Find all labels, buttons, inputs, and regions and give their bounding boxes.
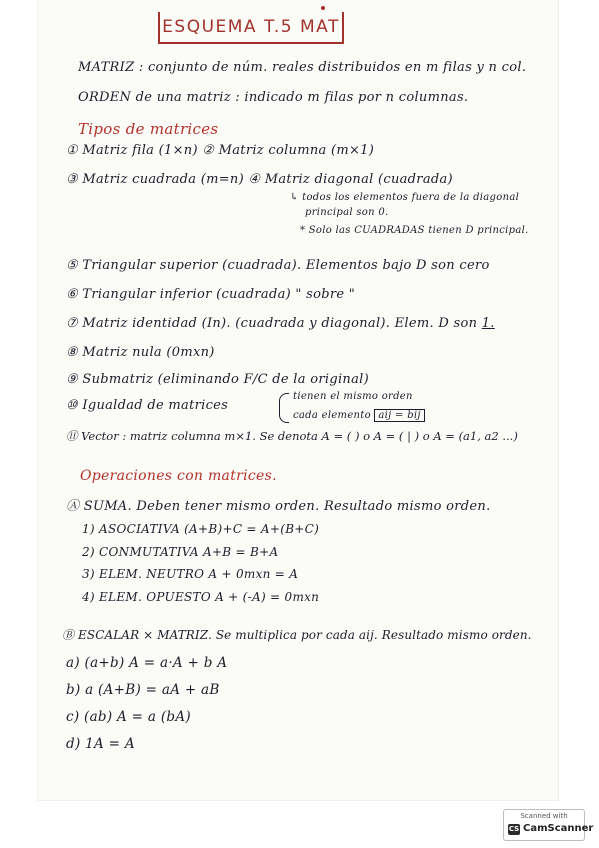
tipo-item-6: ⑥ Triangular inferior (cuadrada) " sobre " <box>66 287 356 302</box>
tipo-item-10: ⑩ Igualdad de matrices <box>66 398 229 413</box>
igualdad-condition-2-text: cada elemento <box>293 410 371 421</box>
tipos-heading: Tipos de matrices <box>78 120 219 138</box>
igualdad-condition-1: tienen el mismo orden <box>293 391 413 402</box>
title-dot <box>321 6 325 10</box>
suma-property: 3) ELEM. NEUTRO A + 0mxn = A <box>82 567 299 581</box>
diagonal-note-3: * Solo las CUADRADAS tienen D principal. <box>300 225 529 236</box>
camscanner-logo-icon: CS <box>508 825 520 833</box>
definition-matriz: MATRIZ : conjunto de núm. reales distribuidos en m filas y n col. <box>78 60 527 75</box>
diagonal-note-2: principal son 0. <box>305 207 389 218</box>
igualdad-condition-2 <box>293 410 425 421</box>
suma-property: 4) ELEM. OPUESTO A + (-A) = 0mxn <box>82 590 320 604</box>
badge-brand: CamScanner <box>523 823 594 834</box>
igualdad-brace <box>279 393 289 423</box>
tipo-item-7-text: ⑦ Matriz identidad (In). (cuadrada y diagonal). Elem. D son <box>66 316 478 331</box>
escalar-property: a) (a+b) A = a·A + b A <box>66 655 228 671</box>
tipo-item-11: ⑪ Vector : matriz columna m×1. Se denota A = ( ) o A = ( | ) o A = (a1, a2 ...) <box>66 429 518 443</box>
escalar-property: b) a (A+B) = aA + aB <box>66 682 220 698</box>
tipo-item-7-one: 1. <box>481 316 495 331</box>
definition-orden: ORDEN de una matriz : indicado m filas por n columnas. <box>78 90 469 105</box>
camscanner-badge <box>503 809 594 841</box>
suma-heading: Ⓐ SUMA. Deben tener mismo orden. Resultado mismo orden. <box>66 499 491 514</box>
tipo-item-5: ⑤ Triangular superior (cuadrada). Elementos bajo D son cero <box>66 258 490 273</box>
escalar-property: c) (ab) A = a (bA) <box>66 709 191 725</box>
diagonal-note-1: ↳ todos los elementos fuera de la diagonal <box>290 192 520 203</box>
tipo-item-9: ⑨ Submatriz (eliminando F/C de la original) <box>66 372 369 387</box>
tipos-line-1: ① Matriz fila (1×n) ② Matriz columna (m×1) <box>66 143 375 158</box>
escalar-heading: Ⓑ ESCALAR × MATRIZ. Se multiplica por cada aij. Resultado mismo orden. <box>62 628 532 642</box>
tipos-line-2: ③ Matriz cuadrada (m=n) ④ Matriz diagonal (cuadrada) <box>66 172 453 187</box>
page-title: ESQUEMA T.5 MAT <box>158 12 344 44</box>
operaciones-heading: Operaciones con matrices. <box>80 468 277 484</box>
suma-property: 2) CONMUTATIVA A+B = B+A <box>82 545 279 559</box>
badge-scanned-with: Scanned with <box>520 812 568 820</box>
suma-property: 1) ASOCIATIVA (A+B)+C = A+(B+C) <box>82 522 320 536</box>
tipo-item-8: ⑧ Matriz nula (0mxn) <box>66 345 215 360</box>
tipo-item-7 <box>66 316 495 331</box>
escalar-property: d) 1A = A <box>66 736 135 752</box>
igualdad-boxed-equation: aij = bij <box>374 409 424 422</box>
